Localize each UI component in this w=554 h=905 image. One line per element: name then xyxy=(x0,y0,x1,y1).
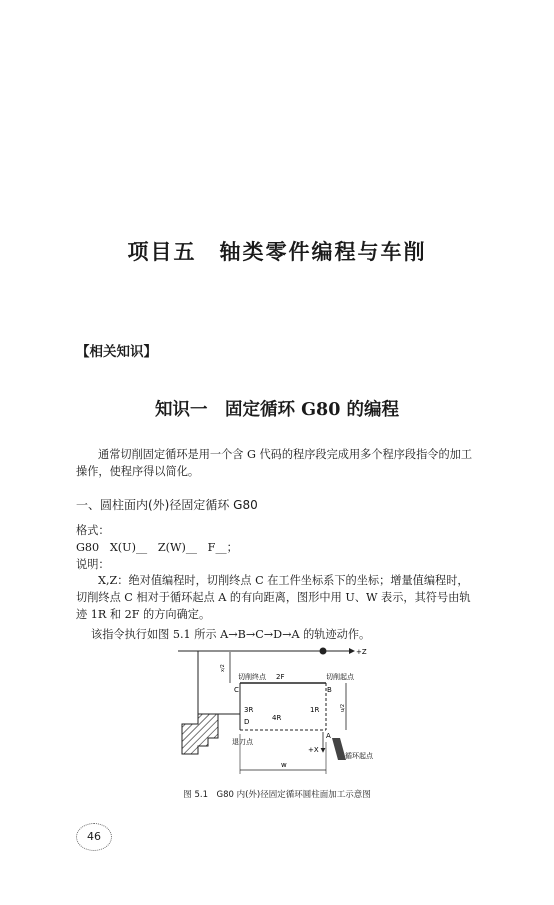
format-label: 格式： xyxy=(76,524,110,537)
subheading: 一、圆柱面内(外)径固定循环 G80 xyxy=(76,498,258,512)
move-4r-label: 4R xyxy=(272,714,282,722)
point-a-label: A xyxy=(326,732,331,740)
figure-caption: 图 5.1 G80 内(外)径固定循环圆柱面加工示意图 xyxy=(183,790,371,800)
explain-paragraph: X,Z：绝对值编程时，切削终点 C 在工件坐标系下的坐标；增量值编程时，切削终点 C 相对于循环起点 A 的有向距离，图形中用 U、W 表示，其符号由轨迹 1R 和 2F 的方向确定。 xyxy=(76,574,471,621)
dim-w-label: w xyxy=(281,761,287,769)
explain-label: 说明： xyxy=(76,558,110,571)
intro-paragraph: 通常切削固定循环是用一个含 G 代码的程序段完成用多个程序段指令的加工操作，使程序得以简化。 xyxy=(76,448,473,478)
retract-point-label: 退刀点 xyxy=(232,738,253,746)
execution-sentence: 该指令执行如图 5.1 所示 A→B→C→D→A 的轨迹动作。 xyxy=(91,628,371,641)
point-b-label: B xyxy=(327,686,332,694)
move-1r-label: 1R xyxy=(310,706,320,714)
page-number: 46 xyxy=(76,823,112,851)
dim-u2-label: u/2 xyxy=(340,703,346,712)
point-c-label: C xyxy=(234,686,239,694)
x-axis-label: +X xyxy=(308,746,319,754)
point-d-label: D xyxy=(244,718,250,726)
knowledge-title: 知识一 固定循环 G80 的编程 xyxy=(155,400,399,420)
move-2f-label: 2F xyxy=(276,673,285,681)
z-axis-label: +Z xyxy=(356,648,367,656)
cycle-start-label: 循环起点 xyxy=(345,752,373,760)
project-title: 项目五 轴类零件编程与车削 xyxy=(127,240,427,264)
cut-start-label: 切削起点 xyxy=(326,673,354,681)
origin-point xyxy=(320,648,327,655)
figure-5-1-diagram xyxy=(168,642,373,782)
section-tag: 【相关知识】 xyxy=(76,344,157,360)
tool-icon xyxy=(332,738,346,760)
move-3r-label: 3R xyxy=(244,706,254,714)
cut-end-label: 切削终点 xyxy=(238,673,266,681)
dim-x2-label: x/2 xyxy=(220,664,226,672)
chuck-section xyxy=(182,714,218,754)
format-code: G80 X(U)__ Z(W)__ F__； xyxy=(76,541,238,554)
workpiece-outline xyxy=(198,651,240,714)
